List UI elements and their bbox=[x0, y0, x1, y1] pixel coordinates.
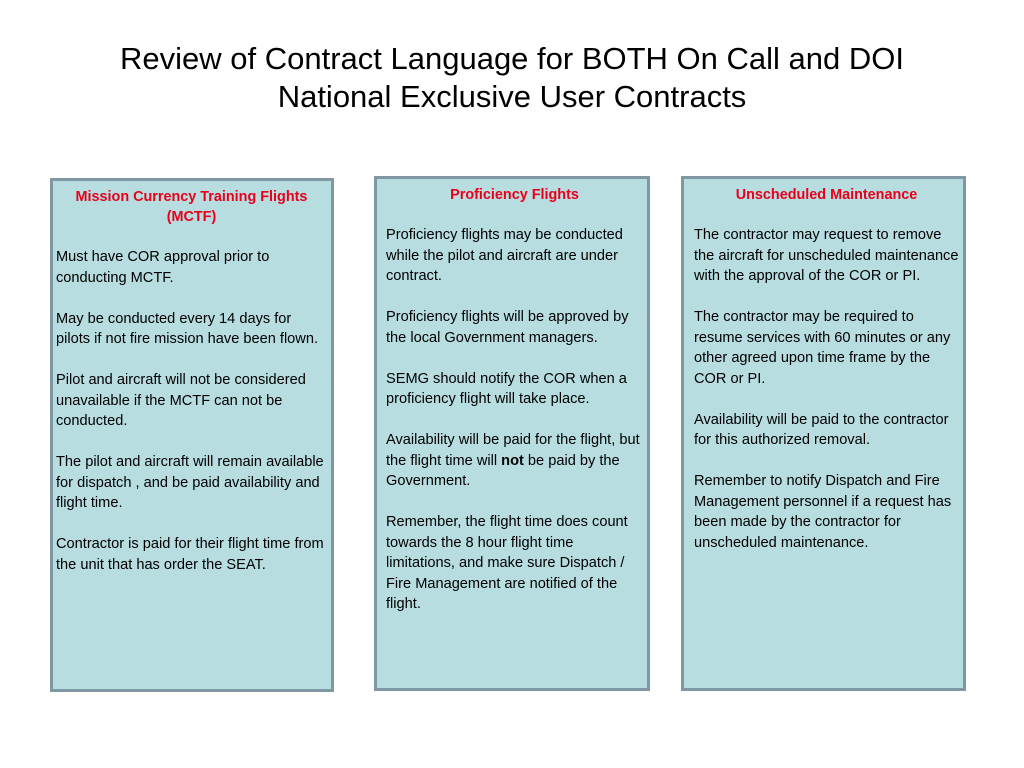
proficiency-flights-box bbox=[374, 176, 650, 691]
mctf-heading: Mission Currency Training Flights (MCTF) bbox=[75, 189, 308, 225]
unscheduled-maintenance-box bbox=[681, 176, 966, 691]
proficiency-paragraph-availability bbox=[386, 430, 643, 492]
mctf-paragraph: The pilot and aircraft will remain available for dispatch , and be paid availability and flight time. bbox=[56, 454, 324, 511]
maintenance-paragraph: The contractor may request to remove the aircraft for unscheduled maintenance with the approval of the COR or PI. bbox=[694, 227, 959, 284]
maintenance-paragraph: The contractor may be required to resume services with 60 minutes or any other agreed upon time frame by the COR or PI. bbox=[694, 309, 951, 387]
mctf-paragraph: Contractor is paid for their flight time from the unit that has order the SEAT. bbox=[56, 536, 324, 573]
maintenance-paragraph: Remember to notify Dispatch and Fire Management personnel if a request has been made by the contractor for unscheduled maintenance. bbox=[694, 473, 952, 551]
mctf-box bbox=[50, 178, 334, 692]
mctf-paragraph: Must have COR approval prior to conducting MCTF. bbox=[56, 249, 270, 286]
availability-text-before: Availability will be paid for the flight, but the flight time will bbox=[386, 432, 640, 469]
availability-text-after: be paid by the Government. bbox=[386, 452, 620, 489]
slide-title-line-1: Review of Contract Language for BOTH On Call and DOI bbox=[120, 41, 904, 76]
proficiency-flights-heading: Proficiency Flights bbox=[450, 187, 579, 203]
proficiency-paragraph: Remember, the flight time does count towards the 8 hour flight time limitations, and make sure Dispatch / Fire Management are notified of the flight. bbox=[386, 514, 628, 612]
proficiency-paragraph: SEMG should notify the COR when a proficiency flight will take place. bbox=[386, 370, 627, 407]
mctf-paragraph: May be conducted every 14 days for pilots if not fire mission have been flown. bbox=[56, 310, 319, 347]
proficiency-paragraph: Proficiency flights will be approved by the local Government managers. bbox=[386, 309, 629, 346]
maintenance-paragraph: Availability will be paid to the contractor for this authorized removal. bbox=[694, 411, 949, 448]
unscheduled-maintenance-heading: Unscheduled Maintenance bbox=[735, 187, 918, 203]
slide-title bbox=[40, 40, 984, 116]
slide-title-line-2: National Exclusive User Contracts bbox=[277, 79, 747, 114]
availability-text-bold: not bbox=[501, 452, 524, 469]
mctf-paragraph: Pilot and aircraft will not be considered unavailable if the MCTF can not be conducted. bbox=[56, 372, 306, 429]
proficiency-paragraph: Proficiency flights may be conducted while the pilot and aircraft are under contract. bbox=[386, 227, 623, 284]
